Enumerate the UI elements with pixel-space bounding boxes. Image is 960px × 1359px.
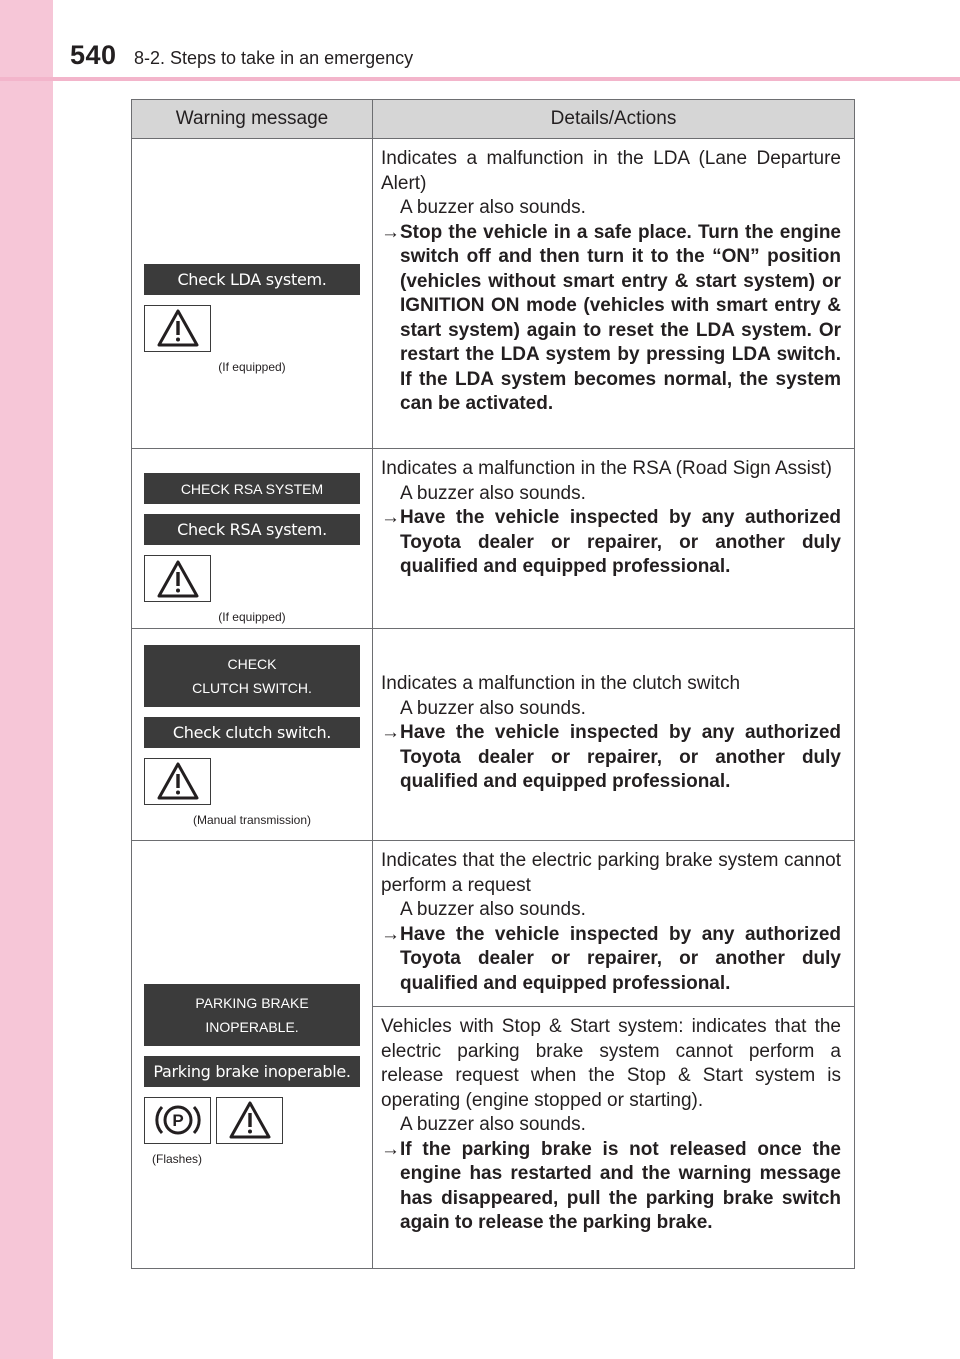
table-row: [132, 449, 855, 629]
details-cell: [373, 841, 855, 1007]
description-text: Indicates a malfunction in the RSA (Road Sign Assist): [381, 458, 832, 479]
arrow-icon: →: [381, 507, 400, 528]
details-cell: [373, 629, 855, 841]
message-display-bar: [144, 645, 360, 707]
description-text: Indicates a malfunction in the LDA (Lane Departure Alert): [381, 148, 841, 194]
action-instruction: Have the vehicle inspected by any authorized Toyota dealer or repairer, or another duly qualified and equipped professional.: [400, 722, 841, 793]
warning-image-cell: [132, 841, 373, 1269]
description-text: Vehicles with Stop & Start system: indicates that the electric parking brake system cannot perform a release request when the Stop & Start system is operating (engine stopped or starting).: [381, 1016, 841, 1111]
message-display-bar: Check clutch switch.: [144, 717, 360, 748]
arrow-icon: →: [381, 722, 400, 744]
warning-image-cell: [132, 449, 373, 629]
table-row: [132, 841, 855, 1007]
action-instruction: Have the vehicle inspected by any authorized Toyota dealer or repairer, or another duly qualified and equipped professional.: [400, 507, 841, 577]
equipment-note: (If equipped): [218, 359, 286, 374]
message-display-bar: Parking brake inoperable.: [144, 1056, 360, 1087]
message-display-bar: Check RSA system.: [144, 514, 360, 545]
table-row: [132, 139, 855, 449]
warning-triangle-icon: [144, 305, 211, 352]
message-line: CLUTCH SWITCH.: [192, 679, 312, 696]
warning-image-cell: [132, 629, 373, 841]
details-cell: [373, 449, 855, 629]
action-instruction: Have the vehicle inspected by any authorized Toyota dealer or repairer, or another duly qualified and equipped professional.: [400, 923, 841, 994]
action-text: [381, 923, 841, 997]
action-text: [381, 221, 841, 417]
column-header-warning: Warning message: [132, 100, 373, 139]
equipment-note: (Flashes): [152, 1151, 203, 1166]
action-instruction: Stop the vehicle in a safe place. Turn the engine switch off and then turn it to the “ON” position (vehicles without smart entry & start system) or IGNITION ON mode (vehicles with smart entry & start system) again to reset the LDA system. Or restart the LDA system by pressing LDA switch. If the LDA system becomes normal, the system can be activated.: [400, 221, 841, 414]
action-text: [381, 1138, 841, 1236]
warning-triangle-icon: [216, 1097, 283, 1144]
description-text: Indicates that the electric parking brake system cannot perform a request: [381, 850, 841, 896]
buzzer-note: A buzzer also sounds.: [400, 197, 586, 218]
message-line: INOPERABLE.: [205, 1018, 299, 1035]
buzzer-note: A buzzer also sounds.: [400, 899, 586, 920]
arrow-icon: →: [381, 1138, 400, 1160]
description-text: Indicates a malfunction in the clutch switch: [381, 673, 741, 695]
warning-message-table: [131, 99, 855, 1269]
svg-text:P: P: [171, 1111, 184, 1130]
message-display-bar: Check LDA system.: [144, 264, 360, 295]
table-row: [132, 629, 855, 841]
side-tab-bar: [0, 0, 53, 1359]
details-cell: [373, 1007, 855, 1269]
message-display-bar: [144, 984, 360, 1046]
message-line: PARKING BRAKE: [195, 994, 309, 1011]
page-number: 540: [70, 40, 117, 70]
action-instruction: If the parking brake is not released once the engine has restarted and the warning message has disappeared, pull the parking brake switch again to release the parking brake.: [400, 1138, 841, 1233]
message-line: CHECK: [227, 655, 277, 672]
details-cell: [373, 139, 855, 449]
message-display-bar: CHECK RSA SYSTEM: [144, 473, 360, 504]
column-header-details: Details/Actions: [373, 100, 855, 139]
warning-triangle-icon: [144, 758, 211, 805]
arrow-icon: →: [381, 221, 400, 243]
section-title: 8-2. Steps to take in an emergency: [134, 48, 414, 68]
buzzer-note: A buzzer also sounds.: [400, 482, 586, 504]
action-text: [381, 506, 841, 580]
warning-image-cell: [132, 139, 373, 449]
warning-triangle-icon: [144, 555, 211, 602]
header-rule: [0, 77, 960, 81]
buzzer-note: A buzzer also sounds.: [400, 697, 586, 719]
table-header-row: [132, 100, 855, 139]
arrow-icon: →: [381, 923, 400, 945]
equipment-note: (If equipped): [218, 610, 286, 624]
buzzer-note: A buzzer also sounds.: [400, 1114, 586, 1135]
equipment-note: (Manual transmission): [192, 812, 312, 827]
parking-brake-icon: [144, 1097, 211, 1144]
action-text: [381, 721, 841, 795]
